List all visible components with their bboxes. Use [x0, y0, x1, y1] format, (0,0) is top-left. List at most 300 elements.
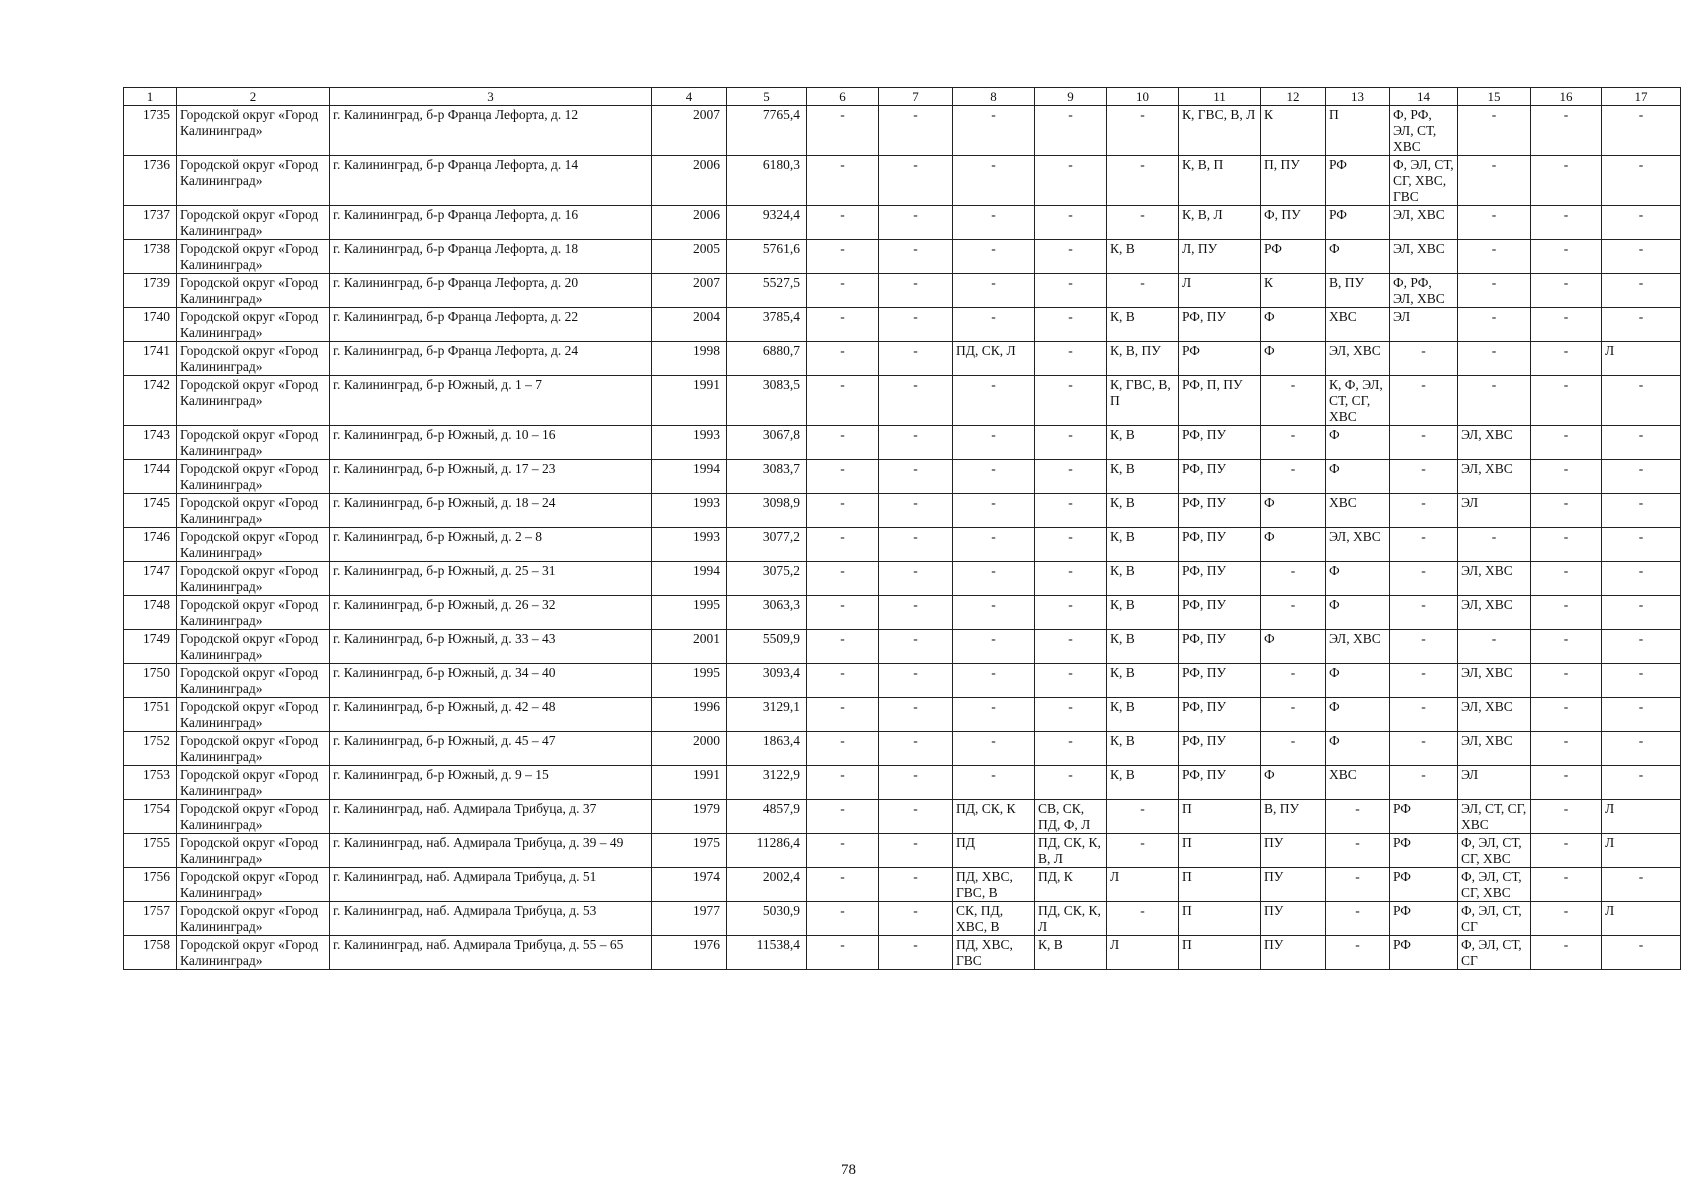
table-cell-col-16: -	[1531, 528, 1602, 562]
table-cell-col-2: Городской округ «Город Калининград»	[177, 596, 330, 630]
table-cell-col-10: К, В	[1107, 460, 1179, 494]
table-cell-col-7: -	[879, 494, 953, 528]
table-cell-col-16: -	[1531, 426, 1602, 460]
table-cell-col-11: РФ, ПУ	[1179, 698, 1261, 732]
table-cell-col-4: 1995	[652, 664, 727, 698]
column-header-14: 14	[1390, 88, 1458, 106]
table-cell-col-13: В, ПУ	[1326, 274, 1390, 308]
table-cell-col-9: -	[1035, 342, 1107, 376]
table-cell-col-9: -	[1035, 698, 1107, 732]
table-cell-col-12: ПУ	[1261, 902, 1326, 936]
column-header-2: 2	[177, 88, 330, 106]
table-cell-col-5: 3098,9	[727, 494, 807, 528]
table-cell-col-7: -	[879, 766, 953, 800]
table-cell-col-12: Ф, ПУ	[1261, 206, 1326, 240]
table-cell-col-6: -	[807, 800, 879, 834]
table-cell-col-6: -	[807, 106, 879, 156]
table-row	[124, 664, 1681, 698]
table-cell-col-11: РФ, ПУ	[1179, 664, 1261, 698]
table-cell-col-7: -	[879, 562, 953, 596]
table-cell-col-11: РФ, ПУ	[1179, 596, 1261, 630]
table-cell-col-14: -	[1390, 494, 1458, 528]
table-cell-col-15: -	[1458, 206, 1531, 240]
table-cell-col-1: 1758	[124, 936, 177, 970]
table-cell-col-9: -	[1035, 732, 1107, 766]
table-cell-col-7: -	[879, 106, 953, 156]
table-cell-col-1: 1745	[124, 494, 177, 528]
table-cell-col-13: ХВС	[1326, 494, 1390, 528]
table-cell-col-1: 1744	[124, 460, 177, 494]
table-cell-col-12: -	[1261, 664, 1326, 698]
table-cell-col-7: -	[879, 698, 953, 732]
table-cell-col-5: 9324,4	[727, 206, 807, 240]
table-cell-col-7: -	[879, 936, 953, 970]
table-cell-col-9: -	[1035, 156, 1107, 206]
table-cell-col-9: -	[1035, 630, 1107, 664]
table-cell-col-2: Городской округ «Город Калининград»	[177, 868, 330, 902]
table-cell-col-10: К, В, ПУ	[1107, 342, 1179, 376]
table-cell-col-5: 5509,9	[727, 630, 807, 664]
table-cell-col-10: -	[1107, 206, 1179, 240]
table-cell-col-1: 1740	[124, 308, 177, 342]
table-cell-col-10: К, ГВС, В, П	[1107, 376, 1179, 426]
table-cell-col-2: Городской округ «Город Калининград»	[177, 562, 330, 596]
table-cell-col-6: -	[807, 936, 879, 970]
table-cell-col-12: -	[1261, 698, 1326, 732]
table-cell-col-14: -	[1390, 426, 1458, 460]
table-row	[124, 766, 1681, 800]
table-cell-col-8: ПД	[953, 834, 1035, 868]
table-cell-col-15: -	[1458, 376, 1531, 426]
table-cell-col-9: -	[1035, 766, 1107, 800]
column-header-12: 12	[1261, 88, 1326, 106]
table-cell-col-17: -	[1602, 664, 1681, 698]
table-cell-col-3: г. Калининград, б-р Франца Лефорта, д. 14	[330, 156, 652, 206]
table-cell-col-4: 1994	[652, 460, 727, 494]
table-cell-col-1: 1739	[124, 274, 177, 308]
table-cell-col-3: г. Калининград, б-р Франца Лефорта, д. 12	[330, 106, 652, 156]
table-cell-col-9: ПД, К	[1035, 868, 1107, 902]
table-cell-col-9: ПД, СК, К, Л	[1035, 902, 1107, 936]
column-header-10: 10	[1107, 88, 1179, 106]
table-cell-col-5: 5761,6	[727, 240, 807, 274]
table-cell-col-16: -	[1531, 106, 1602, 156]
table-cell-col-9: СВ, СК, ПД, Ф, Л	[1035, 800, 1107, 834]
table-cell-col-7: -	[879, 902, 953, 936]
table-cell-col-2: Городской округ «Город Калининград»	[177, 342, 330, 376]
column-header-7: 7	[879, 88, 953, 106]
column-header-16: 16	[1531, 88, 1602, 106]
table-cell-col-10: -	[1107, 800, 1179, 834]
table-cell-col-8: -	[953, 528, 1035, 562]
table-cell-col-12: Ф	[1261, 308, 1326, 342]
table-cell-col-10: К, В	[1107, 528, 1179, 562]
table-cell-col-14: ЭЛ, ХВС	[1390, 240, 1458, 274]
table-row	[124, 494, 1681, 528]
table-cell-col-3: г. Калининград, б-р Южный, д. 34 – 40	[330, 664, 652, 698]
table-cell-col-2: Городской округ «Город Калининград»	[177, 106, 330, 156]
table-cell-col-6: -	[807, 766, 879, 800]
table-cell-col-14: РФ	[1390, 800, 1458, 834]
table-cell-col-1: 1738	[124, 240, 177, 274]
table-cell-col-3: г. Калининград, б-р Южный, д. 1 – 7	[330, 376, 652, 426]
table-cell-col-8: ПД, СК, К	[953, 800, 1035, 834]
table-cell-col-13: Ф	[1326, 240, 1390, 274]
table-cell-col-12: ПУ	[1261, 834, 1326, 868]
table-cell-col-5: 3083,5	[727, 376, 807, 426]
table-cell-col-9: -	[1035, 376, 1107, 426]
table-cell-col-5: 5527,5	[727, 274, 807, 308]
table-cell-col-17: -	[1602, 156, 1681, 206]
table-cell-col-4: 1995	[652, 596, 727, 630]
table-cell-col-12: Ф	[1261, 528, 1326, 562]
table-cell-col-7: -	[879, 800, 953, 834]
table-cell-col-17: -	[1602, 460, 1681, 494]
table-cell-col-9: -	[1035, 274, 1107, 308]
table-cell-col-14: Ф, ЭЛ, СТ, СГ, ХВС, ГВС	[1390, 156, 1458, 206]
table-cell-col-11: К, В, Л	[1179, 206, 1261, 240]
table-cell-col-7: -	[879, 156, 953, 206]
table-cell-col-17: -	[1602, 562, 1681, 596]
table-cell-col-13: -	[1326, 800, 1390, 834]
table-cell-col-2: Городской округ «Город Калининград»	[177, 426, 330, 460]
table-cell-col-13: К, Ф, ЭЛ, СТ, СГ, ХВС	[1326, 376, 1390, 426]
column-header-6: 6	[807, 88, 879, 106]
table-cell-col-11: РФ, ПУ	[1179, 766, 1261, 800]
table-cell-col-13: Ф	[1326, 698, 1390, 732]
table-cell-col-12: -	[1261, 376, 1326, 426]
table-cell-col-16: -	[1531, 834, 1602, 868]
table-cell-col-9: -	[1035, 494, 1107, 528]
table-cell-col-10: -	[1107, 902, 1179, 936]
table-cell-col-6: -	[807, 376, 879, 426]
table-cell-col-5: 3067,8	[727, 426, 807, 460]
table-cell-col-17: -	[1602, 766, 1681, 800]
table-cell-col-9: -	[1035, 240, 1107, 274]
table-cell-col-14: Ф, РФ, ЭЛ, СТ, ХВС	[1390, 106, 1458, 156]
table-cell-col-16: -	[1531, 868, 1602, 902]
table-cell-col-1: 1752	[124, 732, 177, 766]
table-cell-col-11: П	[1179, 936, 1261, 970]
table-cell-col-15: Ф, ЭЛ, СТ, СГ	[1458, 902, 1531, 936]
table-cell-col-5: 5030,9	[727, 902, 807, 936]
table-cell-col-15: ЭЛ, ХВС	[1458, 426, 1531, 460]
table-cell-col-14: -	[1390, 342, 1458, 376]
table-cell-col-15: -	[1458, 630, 1531, 664]
table-cell-col-14: ЭЛ, ХВС	[1390, 206, 1458, 240]
table-cell-col-13: ХВС	[1326, 766, 1390, 800]
table-cell-col-13: -	[1326, 868, 1390, 902]
table-body	[124, 106, 1681, 970]
column-header-4: 4	[652, 88, 727, 106]
table-cell-col-10: К, В	[1107, 732, 1179, 766]
table-cell-col-1: 1753	[124, 766, 177, 800]
table-cell-col-10: К, В	[1107, 698, 1179, 732]
table-cell-col-3: г. Калининград, б-р Франца Лефорта, д. 20	[330, 274, 652, 308]
table-cell-col-10: Л	[1107, 936, 1179, 970]
table-row	[124, 902, 1681, 936]
table-row	[124, 834, 1681, 868]
table-cell-col-5: 1863,4	[727, 732, 807, 766]
table-cell-col-2: Городской округ «Город Калининград»	[177, 664, 330, 698]
table-cell-col-16: -	[1531, 800, 1602, 834]
table-header-row	[124, 88, 1681, 106]
table-cell-col-13: -	[1326, 834, 1390, 868]
table-cell-col-8: -	[953, 494, 1035, 528]
table-cell-col-9: -	[1035, 664, 1107, 698]
table-cell-col-1: 1749	[124, 630, 177, 664]
table-cell-col-8: -	[953, 376, 1035, 426]
table-cell-col-17: -	[1602, 240, 1681, 274]
table-cell-col-3: г. Калининград, б-р Южный, д. 45 – 47	[330, 732, 652, 766]
table-cell-col-11: РФ, ПУ	[1179, 732, 1261, 766]
table-cell-col-3: г. Калининград, б-р Франца Лефорта, д. 16	[330, 206, 652, 240]
table-cell-col-2: Городской округ «Город Калининград»	[177, 206, 330, 240]
table-cell-col-3: г. Калининград, б-р Южный, д. 18 – 24	[330, 494, 652, 528]
table-cell-col-17: -	[1602, 274, 1681, 308]
table-cell-col-11: РФ	[1179, 342, 1261, 376]
table-cell-col-17: -	[1602, 732, 1681, 766]
table-cell-col-12: -	[1261, 562, 1326, 596]
table-cell-col-3: г. Калининград, наб. Адмирала Трибуца, д. 51	[330, 868, 652, 902]
table-cell-col-5: 7765,4	[727, 106, 807, 156]
table-cell-col-11: Л, ПУ	[1179, 240, 1261, 274]
table-cell-col-13: Ф	[1326, 426, 1390, 460]
table-cell-col-12: ПУ	[1261, 868, 1326, 902]
table-cell-col-16: -	[1531, 460, 1602, 494]
table-row	[124, 868, 1681, 902]
table-cell-col-6: -	[807, 494, 879, 528]
table-cell-col-6: -	[807, 206, 879, 240]
table-cell-col-11: РФ, П, ПУ	[1179, 376, 1261, 426]
table-cell-col-4: 1975	[652, 834, 727, 868]
table-cell-col-4: 1994	[652, 562, 727, 596]
table-cell-col-5: 3077,2	[727, 528, 807, 562]
table-cell-col-1: 1747	[124, 562, 177, 596]
table-cell-col-12: К	[1261, 274, 1326, 308]
table-cell-col-17: -	[1602, 206, 1681, 240]
table-cell-col-7: -	[879, 528, 953, 562]
column-header-11: 11	[1179, 88, 1261, 106]
column-header-3: 3	[330, 88, 652, 106]
table-cell-col-2: Городской округ «Город Калининград»	[177, 800, 330, 834]
table-cell-col-1: 1746	[124, 528, 177, 562]
table-cell-col-16: -	[1531, 156, 1602, 206]
table-cell-col-14: РФ	[1390, 902, 1458, 936]
table-cell-col-8: -	[953, 732, 1035, 766]
table-cell-col-6: -	[807, 596, 879, 630]
table-cell-col-15: ЭЛ	[1458, 494, 1531, 528]
table-cell-col-3: г. Калининград, наб. Адмирала Трибуца, д. 39 – 49	[330, 834, 652, 868]
table-cell-col-15: -	[1458, 274, 1531, 308]
table-cell-col-8: -	[953, 460, 1035, 494]
table-cell-col-13: -	[1326, 902, 1390, 936]
table-cell-col-8: -	[953, 426, 1035, 460]
column-header-1: 1	[124, 88, 177, 106]
table-cell-col-1: 1755	[124, 834, 177, 868]
table-cell-col-8: ПД, СК, Л	[953, 342, 1035, 376]
table-cell-col-15: -	[1458, 308, 1531, 342]
table-cell-col-16: -	[1531, 664, 1602, 698]
table-cell-col-6: -	[807, 342, 879, 376]
table-cell-col-14: -	[1390, 528, 1458, 562]
table-cell-col-15: Ф, ЭЛ, СТ, СГ	[1458, 936, 1531, 970]
table-cell-col-4: 1993	[652, 494, 727, 528]
table-cell-col-4: 2000	[652, 732, 727, 766]
table-cell-col-16: -	[1531, 630, 1602, 664]
table-cell-col-7: -	[879, 206, 953, 240]
table-cell-col-3: г. Калининград, б-р Южный, д. 9 – 15	[330, 766, 652, 800]
table-cell-col-5: 6880,7	[727, 342, 807, 376]
table-cell-col-14: РФ	[1390, 834, 1458, 868]
table-row	[124, 106, 1681, 156]
table-cell-col-13: РФ	[1326, 206, 1390, 240]
table-cell-col-6: -	[807, 630, 879, 664]
table-cell-col-5: 3093,4	[727, 664, 807, 698]
table-cell-col-14: ЭЛ	[1390, 308, 1458, 342]
table-row	[124, 460, 1681, 494]
table-cell-col-15: ЭЛ, ХВС	[1458, 460, 1531, 494]
table-cell-col-1: 1757	[124, 902, 177, 936]
table-cell-col-11: РФ, ПУ	[1179, 426, 1261, 460]
table-cell-col-6: -	[807, 562, 879, 596]
table-cell-col-5: 11538,4	[727, 936, 807, 970]
table-cell-col-3: г. Калининград, б-р Южный, д. 10 – 16	[330, 426, 652, 460]
table-row	[124, 630, 1681, 664]
table-cell-col-17: -	[1602, 630, 1681, 664]
table-cell-col-8: ПД, ХВС, ГВС	[953, 936, 1035, 970]
table-cell-col-2: Городской округ «Город Калининград»	[177, 936, 330, 970]
table-row	[124, 274, 1681, 308]
table-row	[124, 698, 1681, 732]
table-cell-col-9: -	[1035, 308, 1107, 342]
table-cell-col-11: РФ, ПУ	[1179, 460, 1261, 494]
table-cell-col-6: -	[807, 156, 879, 206]
table-cell-col-11: П	[1179, 834, 1261, 868]
table-cell-col-1: 1756	[124, 868, 177, 902]
table-cell-col-7: -	[879, 308, 953, 342]
table-cell-col-15: ЭЛ, ХВС	[1458, 596, 1531, 630]
table-cell-col-5: 3083,7	[727, 460, 807, 494]
table-cell-col-6: -	[807, 460, 879, 494]
table-cell-col-14: -	[1390, 630, 1458, 664]
table-cell-col-2: Городской округ «Город Калининград»	[177, 240, 330, 274]
table-cell-col-17: -	[1602, 426, 1681, 460]
table-cell-col-16: -	[1531, 732, 1602, 766]
table-cell-col-10: -	[1107, 834, 1179, 868]
table-cell-col-9: -	[1035, 106, 1107, 156]
table-cell-col-1: 1737	[124, 206, 177, 240]
table-cell-col-6: -	[807, 902, 879, 936]
table-row	[124, 426, 1681, 460]
table-cell-col-2: Городской округ «Город Калининград»	[177, 308, 330, 342]
table-cell-col-4: 1993	[652, 528, 727, 562]
table-cell-col-1: 1743	[124, 426, 177, 460]
table-cell-col-6: -	[807, 698, 879, 732]
table-cell-col-2: Городской округ «Город Калининград»	[177, 494, 330, 528]
table-cell-col-2: Городской округ «Город Калининград»	[177, 902, 330, 936]
table-cell-col-8: -	[953, 156, 1035, 206]
table-cell-col-17: -	[1602, 936, 1681, 970]
table-cell-col-8: -	[953, 596, 1035, 630]
table-cell-col-12: -	[1261, 732, 1326, 766]
table-cell-col-13: РФ	[1326, 156, 1390, 206]
table-cell-col-6: -	[807, 868, 879, 902]
table-cell-col-8: СК, ПД, ХВС, В	[953, 902, 1035, 936]
table-row	[124, 156, 1681, 206]
table-cell-col-16: -	[1531, 240, 1602, 274]
table-cell-col-12: ПУ	[1261, 936, 1326, 970]
table-cell-col-15: ЭЛ, ХВС	[1458, 664, 1531, 698]
table-cell-col-4: 2006	[652, 156, 727, 206]
table-cell-col-9: -	[1035, 426, 1107, 460]
table-cell-col-14: -	[1390, 664, 1458, 698]
table-cell-col-15: -	[1458, 342, 1531, 376]
table-cell-col-13: ЭЛ, ХВС	[1326, 630, 1390, 664]
table-cell-col-1: 1736	[124, 156, 177, 206]
table-cell-col-7: -	[879, 664, 953, 698]
table-cell-col-12: В, ПУ	[1261, 800, 1326, 834]
table-cell-col-13: ЭЛ, ХВС	[1326, 342, 1390, 376]
table-cell-col-7: -	[879, 732, 953, 766]
table-cell-col-6: -	[807, 274, 879, 308]
table-cell-col-10: Л	[1107, 868, 1179, 902]
page-number: 78	[841, 1162, 856, 1178]
table-cell-col-14: -	[1390, 376, 1458, 426]
table-cell-col-12: -	[1261, 596, 1326, 630]
table-cell-col-10: К, В	[1107, 240, 1179, 274]
table-cell-col-14: Ф, РФ, ЭЛ, ХВС	[1390, 274, 1458, 308]
table-cell-col-14: -	[1390, 766, 1458, 800]
table-cell-col-5: 3129,1	[727, 698, 807, 732]
table-cell-col-8: -	[953, 308, 1035, 342]
table-cell-col-8: -	[953, 766, 1035, 800]
table-cell-col-6: -	[807, 308, 879, 342]
table-cell-col-4: 1979	[652, 800, 727, 834]
table-cell-col-2: Городской округ «Город Калининград»	[177, 834, 330, 868]
table-cell-col-13: Ф	[1326, 596, 1390, 630]
table-cell-col-11: РФ, ПУ	[1179, 308, 1261, 342]
table-cell-col-10: -	[1107, 274, 1179, 308]
table-cell-col-16: -	[1531, 562, 1602, 596]
table-cell-col-8: -	[953, 274, 1035, 308]
table-cell-col-14: РФ	[1390, 868, 1458, 902]
table-cell-col-1: 1735	[124, 106, 177, 156]
table-cell-col-16: -	[1531, 902, 1602, 936]
table-cell-col-9: -	[1035, 596, 1107, 630]
table-cell-col-17: -	[1602, 528, 1681, 562]
table-cell-col-5: 11286,4	[727, 834, 807, 868]
table-cell-col-15: ЭЛ, ХВС	[1458, 732, 1531, 766]
table-row	[124, 800, 1681, 834]
table-cell-col-15: ЭЛ	[1458, 766, 1531, 800]
table-cell-col-6: -	[807, 426, 879, 460]
table-cell-col-10: К, В	[1107, 494, 1179, 528]
table-cell-col-3: г. Калининград, б-р Франца Лефорта, д. 24	[330, 342, 652, 376]
table-cell-col-5: 3122,9	[727, 766, 807, 800]
table-cell-col-17: -	[1602, 868, 1681, 902]
table-cell-col-13: Ф	[1326, 732, 1390, 766]
table-cell-col-17: -	[1602, 494, 1681, 528]
table-cell-col-12: П, ПУ	[1261, 156, 1326, 206]
table-cell-col-17: Л	[1602, 834, 1681, 868]
table-cell-col-13: -	[1326, 936, 1390, 970]
column-header-13: 13	[1326, 88, 1390, 106]
table-cell-col-11: РФ, ПУ	[1179, 494, 1261, 528]
table-cell-col-3: г. Калининград, б-р Франца Лефорта, д. 18	[330, 240, 652, 274]
table-row	[124, 936, 1681, 970]
table-cell-col-9: К, В	[1035, 936, 1107, 970]
